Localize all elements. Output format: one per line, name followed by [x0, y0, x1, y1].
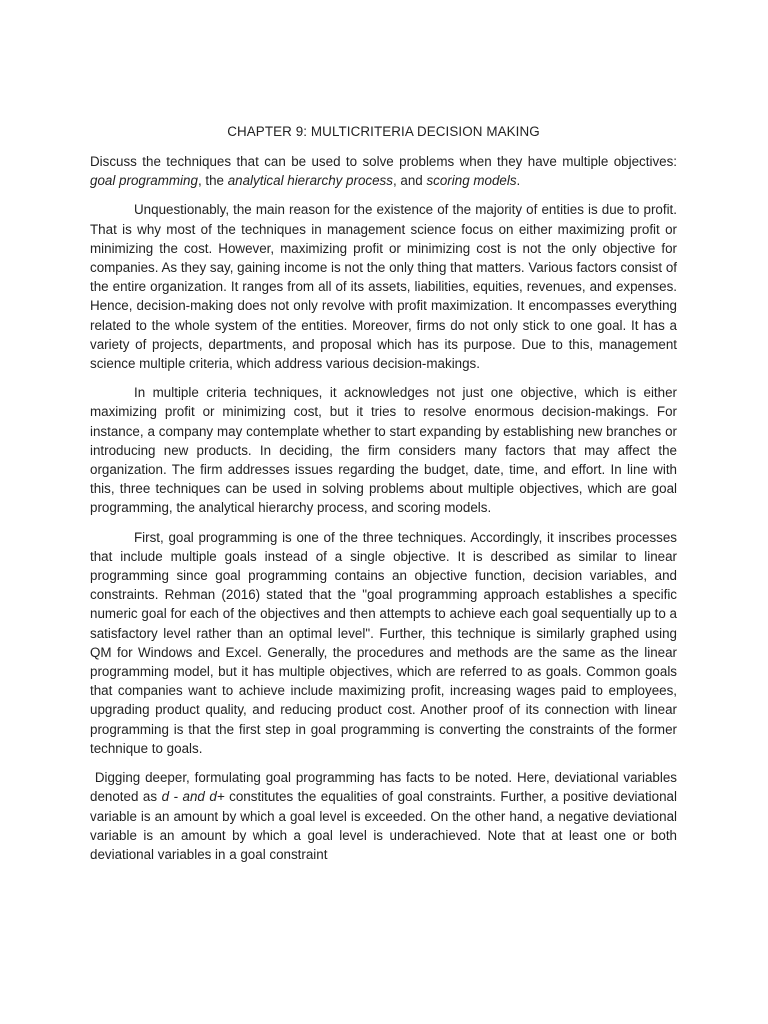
discussion-prompt	[90, 152, 677, 190]
prompt-term-goal-programming: goal programming	[90, 173, 198, 189]
chapter-title: CHAPTER 9: MULTICRITERIA DECISION MAKING	[227, 124, 540, 139]
document-page	[90, 124, 677, 874]
prompt-term-scoring-models: scoring models	[426, 173, 517, 189]
deviational-variables-notation: d - and d+	[161, 789, 225, 805]
prompt-text-1: Discuss the techniques that can be used to solve problems when they have multiple objectives:	[90, 154, 677, 169]
prompt-text-2: , the	[197, 173, 228, 189]
body-paragraph-1: Unquestionably, the main reason for the existence of the majority of entities is due to profit. That is why most of the techniques in management science focus on either maximizing profit or minimizing the cost. However, maximizing profit or minimizing cost is not the only objective for companies. As they say, gaining income is not the only thing that matters. Various factors consist of the entire organization. It ranges from all of its assets, liabilities, equities, revenues, and expenses. Hence, decision-making does not only revolve with profit maximization. It encompasses everything related to the whole system of the entities. Moreover, firms do not only stick to one goal. It has a variety of projects, departments, and proposal which has its purpose. Due to this, management science multiple criteria, which address various decision-makings.	[90, 202, 677, 372]
prompt-term-ahp: analytical hierarchy process	[227, 173, 393, 189]
body-paragraph-3: First, goal programming is one of the three techniques. Accordingly, it inscribes processes that include multiple goals instead of a single objective. It is described as similar to linear programming since goal programming contains an objective function, decision variables, and constraints. Rehman (2016) stated that the "goal programming approach establishes a specific numeric goal for each of the objectives and then attempts to achieve each goal sequentially up to a satisfactory level rather than an optimal level". Further, this technique is similarly graphed using QM for Windows and Excel. Generally, the procedures and methods are the same as the linear programming model, but it has multiple objectives, which are referred to as goals. Common goals that companies want to achieve include maximizing profit, increasing wages paid to employees, upgrading product quality, and reducing product cost. Another proof of its connection with linear programming is that the first step in goal programming is converting the constraints of the former technique to goals.	[90, 529, 677, 756]
body-paragraph-4	[90, 768, 677, 864]
paragraph-4-text-1: Digging deeper, formulating goal programming has facts to be noted. Here, deviational variables denoted as	[90, 770, 677, 805]
prompt-text-3: , and	[392, 173, 427, 189]
prompt-text-4: .	[516, 173, 521, 189]
paragraph-4-text-2: constitutes the equalities of goal constraints. Further, a positive deviational variable is an amount by which a goal level is exceeded. On the other hand, a negative deviational variable is an amount by which a goal level is underachieved. Note that at least one or both deviational variables in a goal constraint	[90, 789, 677, 862]
body-paragraph-2: In multiple criteria techniques, it acknowledges not just one objective, which is either maximizing profit or minimizing cost, but it tries to resolve enormous decision-makings. For instance, a company may contemplate whether to start expanding by establishing new branches or introducing new products. In deciding, the firm considers many factors that may affect the organization. The firm addresses issues regarding the budget, date, time, and effort. In line with this, three techniques can be used in solving problems about multiple objectives, which are goal programming, the analytical hierarchy process, and scoring models.	[90, 385, 677, 516]
